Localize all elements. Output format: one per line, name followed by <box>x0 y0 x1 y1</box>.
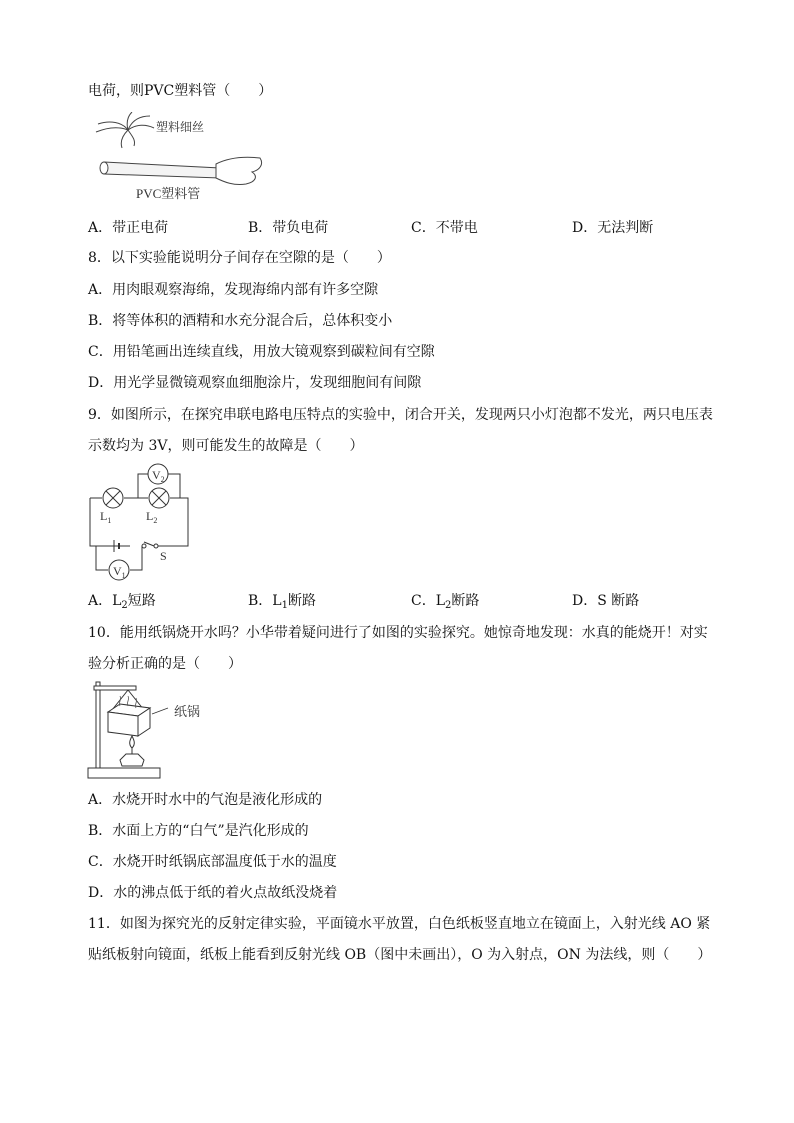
q10-stem-line1: 10．能用纸锅烧开水吗？小华带着疑问进行了如图的实验探究。她惊奇地发现：水真的能烧开！对实 <box>88 625 708 641</box>
q9-circuit-figure <box>84 460 196 584</box>
lamp-l1-icon <box>103 488 123 508</box>
paper-pot-label: 纸锅 <box>174 704 201 719</box>
q7-option-c[interactable]: C．不带电 <box>411 220 478 236</box>
q7-option-b[interactable]: B．带负电荷 <box>248 220 329 236</box>
svg-text:L2: $L_2$ <box>146 509 158 525</box>
q7-figure <box>92 112 272 204</box>
alcohol-lamp-icon <box>120 736 144 766</box>
q7-option-a[interactable]: A．带正电荷 <box>88 220 169 236</box>
q9-stem-line1: 9．如图所示，在探究串联电路电压特点的实验中，闭合开关，发现两只小灯泡都不发光，两只电压表 <box>88 407 713 423</box>
q11-stem-line1: 11．如图为探究光的反射定律实验，平面镜水平放置，白色纸板竖直地立在镜面上，入射光线 AO 紧 <box>88 916 711 932</box>
pvc-tube <box>100 162 220 178</box>
q8-stem: 8．以下实验能说明分子间存在空隙的是（ ） <box>88 250 391 266</box>
svg-text:V1: $V_1$ <box>113 564 126 580</box>
q9-option-b[interactable]: B．$L_1$断路 <box>248 593 316 611</box>
q10-option-d[interactable]: D．水的沸点低于纸的着火点故纸没烧着 <box>88 885 338 901</box>
q8-option-d[interactable]: D．用光学显微镜观察血细胞涂片，发现细胞间有间隙 <box>88 375 422 391</box>
q10-option-c[interactable]: C．水烧开时纸锅底部温度低于水的温度 <box>88 854 337 870</box>
q9-option-c[interactable]: C．$L_2$断路 <box>411 593 480 611</box>
svg-text:L1: $L_1$ <box>100 509 112 525</box>
q8-option-a[interactable]: A．用肉眼观察海绵，发现海绵内部有许多空隙 <box>88 282 379 298</box>
q10-option-a[interactable]: A．水烧开时水中的气泡是液化形成的 <box>88 792 323 808</box>
q7-stem-tail: 电荷，则PVC塑料管（ ） <box>88 83 273 99</box>
hand-icon <box>216 157 262 184</box>
q10-paper-pot-figure <box>86 676 250 782</box>
plastic-strands <box>96 112 154 148</box>
q9-stem-line2: 示数均为 3V，则可能发生的故障是（ ） <box>88 438 364 454</box>
q7-option-d[interactable]: D．无法判断 <box>572 220 654 236</box>
q11-stem-line2: 贴纸板射向镜面，纸板上能看到反射光线 OB（图中未画出），O 为入射点，ON 为法线，则（ ） <box>88 947 712 963</box>
q10-option-b[interactable]: B．水面上方的“白气”是汽化形成的 <box>88 823 309 839</box>
svg-text:S: S <box>160 549 167 563</box>
q8-option-b[interactable]: B．将等体积的酒精和水充分混合后，总体积变小 <box>88 313 393 329</box>
q9-option-d[interactable]: D．S 断路 <box>572 593 640 609</box>
q10-stem-line2: 验分析正确的是（ ） <box>88 656 242 672</box>
svg-text:V2: $V_2$ <box>152 468 165 484</box>
tube-label: PVC塑料管 <box>136 186 201 201</box>
lamp-l2-icon <box>149 488 169 508</box>
q8-option-c[interactable]: C．用铅笔画出连续直线，用放大镜观察到碳粒间有空隙 <box>88 344 435 360</box>
strands-label: 塑料细丝 <box>156 120 205 134</box>
paper-pot <box>108 704 150 736</box>
q9-option-a[interactable]: A．$L_2$短路 <box>88 593 156 611</box>
